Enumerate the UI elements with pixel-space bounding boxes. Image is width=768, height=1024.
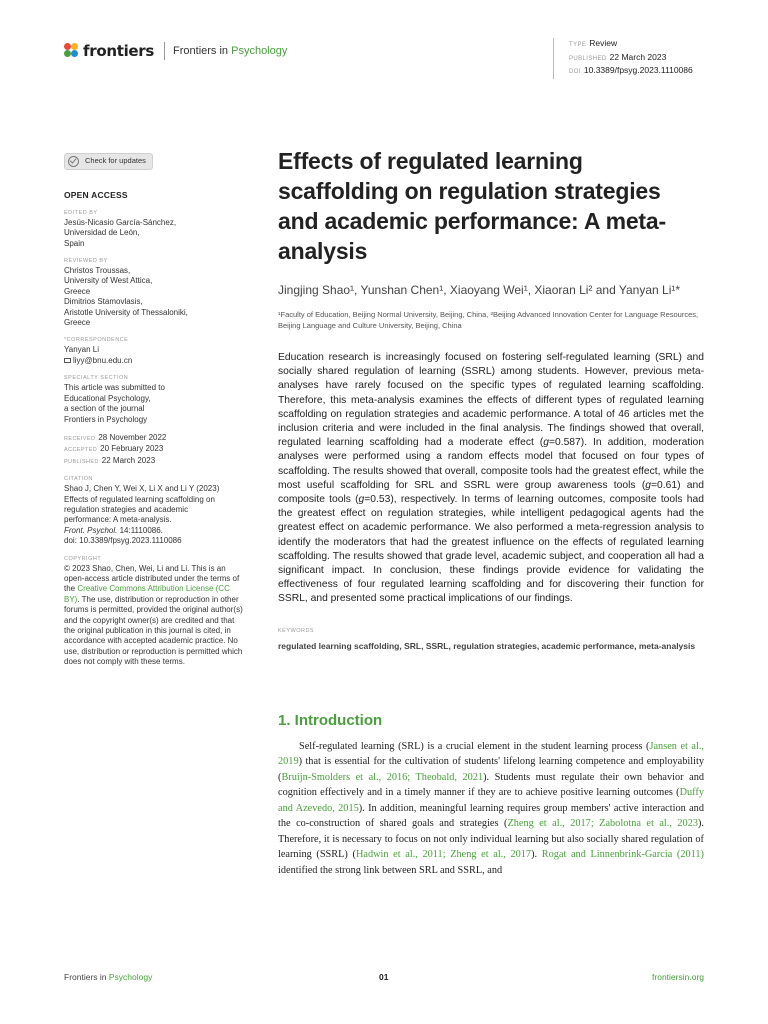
frontiers-logo[interactable]: [64, 42, 287, 60]
copyright-part-2: . The use, distribution or reproduction in other forums is permitted, provided the original author(s) and the copyright owner(s) are credited and that the original publication in this journal is cited, in accordance with accepted academic practice. No use, distribution or reproduction is permitted which does not comply with these terms.: [64, 594, 243, 667]
footer-journal-accent: Psychology: [108, 972, 153, 982]
meta-type-label: TYPE: [569, 42, 587, 48]
copyright-part-1: © 2023 Shao, Chen, Wei, Li and Li. This is an open-access article distributed under the terms of the: [64, 563, 240, 594]
meta-doi: [569, 65, 693, 79]
header-divider: [164, 42, 165, 60]
footer-journal[interactable]: [64, 972, 152, 982]
specialty-label: SPECIALTY SECTION: [64, 375, 129, 382]
article-dates: [64, 433, 244, 467]
correspondence-email-row[interactable]: [64, 356, 244, 366]
footer-site-link[interactable]: frontiersin.org: [652, 972, 704, 982]
edited-by: Jesús-Nicasio García-Sánchez, Universidad de León, Spain: [64, 217, 177, 248]
intro-text: ). Therefore, it is necessary to focus on not only individual learning but also socially shared regulation of learning (SSRL) (: [278, 818, 705, 861]
accepted-date: 20 February 2023: [100, 444, 164, 454]
intro-text: identified the strong link between SRL and SSRL, and: [278, 864, 503, 876]
article-keywords: regulated learning scaffolding, SRL, SSRL, regulation strategies, academic performance, meta-analysis: [278, 640, 696, 651]
published-row: [64, 456, 244, 467]
citation-volume: 14:1110086.: [117, 525, 163, 535]
mail-icon: [64, 358, 71, 363]
meta-doi-value[interactable]: 10.3389/fpsyg.2023.1110086: [583, 65, 693, 75]
reviewed-by-label: REVIEWED BY: [64, 258, 108, 265]
citation-journal-row: [64, 526, 244, 536]
check-updates-label: Check for updates: [85, 156, 146, 166]
citation-link[interactable]: Duffy and Azevedo, 2015: [278, 787, 704, 814]
keywords-label: KEYWORDS: [278, 627, 315, 634]
citation-doi: doi: 10.3389/fpsyg.2023.1110086: [64, 536, 182, 546]
citation-link[interactable]: Zheng et al., 2017; Zabolotna et al., 2023: [507, 818, 698, 830]
intro-text: ).: [531, 849, 542, 861]
meta-type: [569, 38, 693, 52]
received-row: [64, 433, 244, 444]
correspondence-label: *CORRESPONDENCE: [64, 337, 129, 344]
published-date: 22 March 2023: [101, 455, 156, 465]
correspondence-name: Yanyan Li: [64, 345, 99, 355]
citation-link[interactable]: Jansen et al., 2019: [278, 740, 704, 768]
footer-journal-prefix: Frontiers in: [64, 972, 109, 982]
check-updates-icon: [68, 156, 79, 167]
open-access-label: OPEN ACCESS: [64, 190, 128, 201]
frontiers-logo-icon: [64, 43, 80, 59]
abstract-part-2: =0.587). In addition, moderation analyses were performed using a random effects model that focused on four types of scaffolding. The results showed that overall, composite tools had the greatest effect, while the most useful scaffolding for SRL and SSRL were group awareness tools (: [278, 437, 704, 491]
abstract-g-symbol: g: [645, 479, 652, 491]
introduction-paragraph: [278, 739, 704, 879]
citation-link[interactable]: Hadwin et al., 2011; Zheng et al., 2017: [355, 849, 532, 861]
abstract-g-symbol: g: [358, 494, 365, 506]
citation-journal: Front. Psychol.: [64, 525, 118, 535]
meta-published-label: PUBLISHED: [569, 55, 607, 62]
reviewed-by: Christos Troussas, University of West Attica, Greece Dimitrios Stamovlasis, Aristotle University of Thessaloniki, Greece: [64, 266, 188, 328]
meta-published-value: 22 March 2023: [609, 51, 667, 62]
meta-type-value: Review: [589, 38, 618, 48]
intro-text: ). Students must regulate their own behavior and cognition effectively and in a timely manner if they are to achieve positive learning outcomes (: [278, 771, 704, 799]
accepted-row: [64, 444, 244, 455]
intro-text: ) that is essential for the cultivation of students' lifelong learning competence and employability (: [278, 756, 704, 783]
article-title: Effects of regulated learning scaffolding on regulation strategies and academic performance: A meta-analysis: [278, 148, 666, 264]
citation-label: CITATION: [64, 476, 93, 483]
meta-doi-label: DOI: [569, 69, 581, 75]
meta-published: [569, 52, 693, 66]
cc-by-license-link[interactable]: Creative Commons Attribution License (CC BY): [64, 584, 230, 604]
abstract-part-3: =0.61) and composite tools (: [278, 479, 704, 506]
journal-name[interactable]: [173, 45, 287, 57]
received-date: 28 November 2022: [98, 432, 167, 442]
accepted-label: ACCEPTED: [64, 447, 98, 454]
check-for-updates-button[interactable]: [64, 153, 153, 170]
page-number: 01: [379, 972, 389, 982]
abstract-part-4: =0.53), respectively. In terms of learning outcomes, composite tools had the greatest effect on regulation strategies, while intelligent pedagogical agents had the greatest effect on academic performance. We also performed a meta-regression analysis to identify the moderators that had the greatest influence on the effects of regulated learning scaffolding. The results showed that grade level, academic subject, and cooperation all had a significant impact. In conclusion, these findings provide evidence for validating the effectiveness of four regulated learning scaffolding and for discovering their function for SSRL, and presented some practical implications of our findings.: [278, 494, 704, 605]
article-sidebar: [64, 153, 244, 668]
intro-text: ). In addition, meaningful learning requires group members' active interaction and the co-construction of shared goals and strategies (: [278, 802, 704, 830]
correspondence-email[interactable]: liyy@bnu.edu.cn: [73, 355, 133, 365]
article-authors: Jingjing Shao¹, Yunshan Chen¹, Xiaoyang Wei¹, Xiaoran Li² and Yanyan Li¹*: [278, 283, 681, 297]
journal-accent: Psychology: [231, 45, 288, 57]
edited-by-label: EDITED BY: [64, 209, 98, 216]
brand-name: frontiers: [83, 42, 155, 60]
published-label: PUBLISHED: [64, 458, 99, 465]
article-abstract: [278, 351, 704, 607]
citation-main: Shao J, Chen Y, Wei X, Li X and Li Y (2023) Effects of regulated learning scaffolding on regulation strategies and academic performance: A meta-analysis.: [64, 484, 220, 525]
abstract-part-1: Education research is increasingly focused on fostering self-regulated learning (SRL) and socially shared regulation of learning (SSRL) among students. However, previous meta-analyses have rarely focused on the specific types of regulated learning scaffolding. Therefore, this meta-analysis examines the effects of different types of regulated learning scaffolding on regulation strategies and academic performance. A total of 46 articles met the inclusion criteria and were included in the final analysis. The findings showed that overall, regulated learning scaffolding had a moderate effect (: [278, 352, 704, 449]
article-main: [278, 146, 704, 878]
copyright-label: COPYRIGHT: [64, 555, 102, 562]
abstract-g-symbol: g: [543, 437, 549, 449]
received-label: RECEIVED: [64, 435, 96, 442]
journal-prefix: Frontiers in: [173, 45, 232, 57]
citation-link[interactable]: Bruijn-Smolders et al., 2016; Theobald, 2021: [281, 771, 484, 783]
article-affiliations: ¹Faculty of Education, Beijing Normal University, Beijing, China, ²Beijing Advanced Innovation Center for Language Resources, Beijing Language and Culture University, Beijing, China: [278, 310, 699, 330]
copyright-text: [64, 564, 244, 668]
section-heading-introduction: 1. Introduction: [278, 711, 383, 729]
article-meta: [553, 38, 693, 79]
citation-link[interactable]: Rogat and Linnenbrink-Garcia (2011): [541, 849, 704, 861]
intro-text: Self-regulated learning (SRL) is a crucial element in the student learning process (: [299, 740, 650, 752]
specialty-section: This article was submitted to Educational Psychology, a section of the journal Frontiers in Psychology: [64, 383, 165, 424]
